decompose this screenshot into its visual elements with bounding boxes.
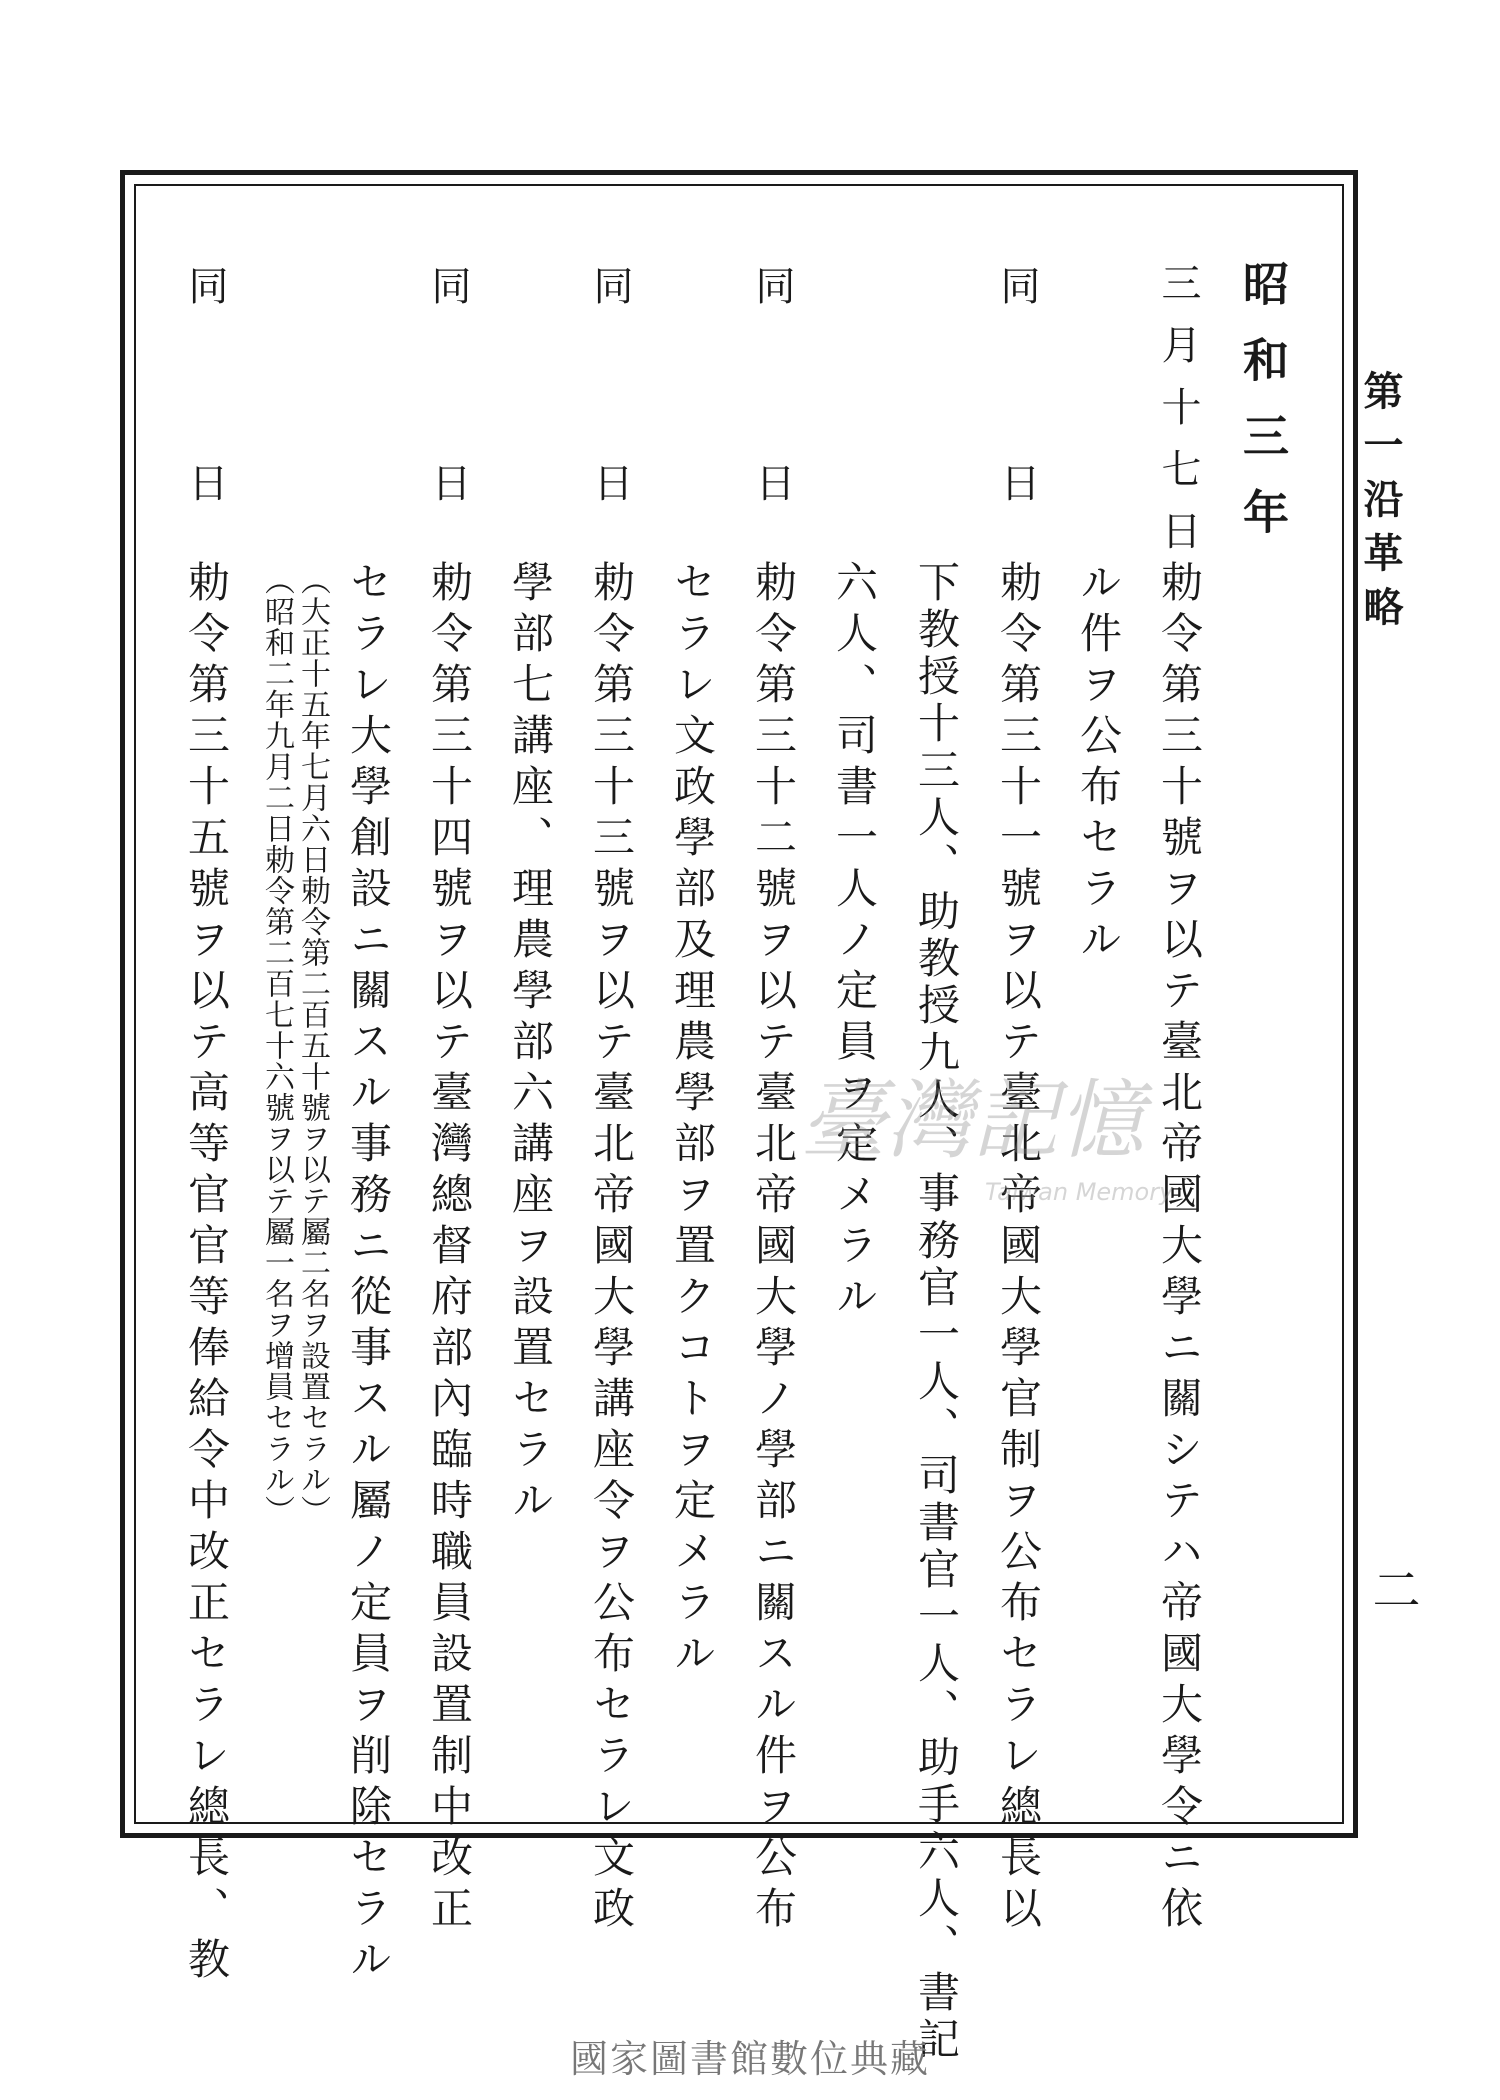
page-number: 二 bbox=[1364, 1565, 1420, 1613]
entry-text: 學部七講座、理農學部六講座ヲ設置セラル bbox=[506, 560, 555, 1529]
date-day: 日 bbox=[749, 462, 795, 502]
date-month: 同 bbox=[994, 265, 1040, 305]
watermark bbox=[790, 1050, 1270, 1230]
entry-text: 六人、司書一人ノ定員ヲ定メラル bbox=[830, 560, 879, 1325]
note bbox=[258, 565, 330, 1526]
entry-text: ル件ヲ公布セラル bbox=[1074, 560, 1123, 968]
entry-text: 勅令第三十二號ヲ以テ臺北帝國大學ノ學部ニ關スル件ヲ公布 bbox=[749, 560, 798, 1937]
note-line: （大正十五年七月六日勅令第二百五十號ヲ以テ屬二名ヲ設置セラル） bbox=[295, 565, 330, 1526]
entry-text: 勅令第三十號ヲ以テ臺北帝國大學ニ關シテハ帝國大學令ニ依 bbox=[1155, 560, 1204, 1937]
date-day: 日 bbox=[994, 462, 1040, 502]
date-month: 同 bbox=[182, 265, 228, 305]
date-day: 日 bbox=[587, 462, 633, 502]
date-month: 同 bbox=[425, 265, 471, 305]
entry-text: 勅令第三十一號ヲ以テ臺北帝國大學官制ヲ公布セラレ總長以 bbox=[994, 560, 1043, 1937]
watermark-latin: Taiwan Memory bbox=[985, 1178, 1174, 1206]
date-month: 三月十七日 bbox=[1155, 262, 1201, 572]
footer-credit: 國家圖書館數位典藏 bbox=[569, 2037, 930, 2081]
note-line: （昭和二年九月二日勅令第二百七十六號ヲ以テ屬一名ヲ增員セラル） bbox=[259, 565, 294, 1526]
entry-text: 下教授十三人、助教授九人、事務官一人、司書官一人、助手六人、書記 bbox=[912, 560, 961, 2064]
entry-text: セラレ大學創設ニ關スル事務ニ從事スル屬ノ定員ヲ削除セラル bbox=[344, 560, 393, 1988]
watermark-cjk: 臺灣記憶 bbox=[800, 1071, 1144, 1171]
date-day: 日 bbox=[425, 462, 471, 502]
entry-text: 勅令第三十五號ヲ以テ高等官官等俸給令中改正セラレ總長、教 bbox=[182, 560, 231, 1988]
date-day: 日 bbox=[182, 462, 228, 502]
entry-text: 勅令第三十四號ヲ以テ臺灣總督府部內臨時職員設置制中改正 bbox=[425, 560, 474, 1937]
date-month: 同 bbox=[587, 265, 633, 305]
running-header: 第一沿革略 bbox=[1357, 370, 1404, 640]
section-title: 昭和三年 bbox=[1236, 260, 1290, 564]
entry-text: セラレ文政學部及理農學部ヲ置クコトヲ定メラル bbox=[668, 560, 717, 1682]
date-month: 同 bbox=[749, 265, 795, 305]
entry-text: 勅令第三十三號ヲ以テ臺北帝國大學講座令ヲ公布セラレ文政 bbox=[587, 560, 636, 1937]
